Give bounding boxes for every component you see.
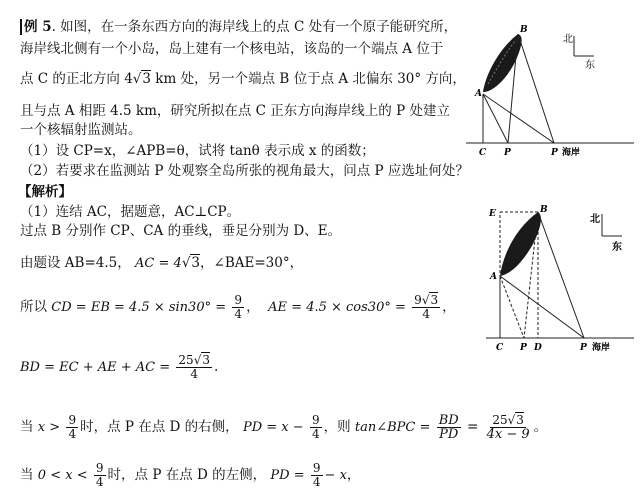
label-p1: P	[504, 148, 511, 158]
label-a: A	[475, 89, 482, 99]
fraction-9-4: $\frac{9}{4}$	[234, 293, 243, 321]
label-p2: P	[580, 343, 587, 353]
fraction-9sqrt3-4: $\frac{9√3}{4}$	[414, 293, 439, 321]
label-d: D	[534, 343, 542, 353]
solution-line-1: （1）连结 AC，据题意，AC⊥CP。	[20, 204, 241, 220]
east-label: 东	[585, 60, 595, 71]
north-label: 北	[590, 214, 600, 225]
problem-line-5: 一个核辐射监测站。	[20, 122, 142, 138]
figure-1	[466, 22, 636, 162]
label-p2: P	[551, 148, 558, 158]
label-c: C	[479, 148, 487, 158]
problem-label: 例 5	[20, 19, 52, 35]
label-a: A	[490, 272, 497, 282]
figure-2	[486, 202, 636, 358]
north-label: 北	[563, 34, 573, 45]
problem-line-2: 海岸线北侧有一个小岛，岛上建有一个核电站，该岛的一个端点 A 位于	[20, 41, 444, 57]
problem-line-3: 点 C 的正北方向 4√3 km 处，另一个端点 B 位于点 A 北偏东 30° 方向，	[20, 71, 466, 87]
label-b: B	[520, 25, 528, 35]
label-c: C	[496, 343, 504, 353]
question-2: （2）若要求在监测站 P 处观察全岛所张的视角最大，问点 P 应选址何处？	[20, 163, 469, 179]
label-p1: P	[520, 343, 527, 353]
solution-line-4: 所以 CD = EB = 4.5 × sin30° = $\frac{9}{4}$ ， AE = 4.5 × cos30° = $\frac{9√3}{4}$ ，	[20, 293, 456, 321]
solution-line-3: 由题设 AB=4.5， AC = 4√3，∠BAE=30°，	[20, 255, 304, 271]
label-e: E	[489, 209, 496, 219]
question-1: （1）设 CP=x，∠APB=θ，试将 tanθ 表示成 x 的函数；	[20, 143, 375, 159]
solution-line-2: 过点 B 分别作 CP、CA 的垂线，垂足分别为 D、E。	[20, 223, 342, 239]
solution-line-6: 当 x > $\frac{9}{4}$ 时，点 P 在点 D 的右侧， PD = x − $\frac{9}{4}$ ，则 tan∠BPC = $\frac{BD}{PD}$ = $\frac{25√3}{4x - 9}$ 。	[20, 413, 548, 442]
problem-line-1: 例 5. 如图，在一条东西方向的海岸线上的点 C 处有一个原子能研究所，	[20, 18, 457, 36]
east-label: 东	[612, 242, 622, 253]
solution-line-7: 当 0 < x < $\frac{9}{4}$ 时，点 P 在点 D 的左侧， PD = $\frac{9}{4}$ − x，	[20, 461, 361, 489]
segment-ap	[500, 276, 584, 338]
solution-header: 【解析】	[18, 184, 72, 200]
segment-ap1	[483, 94, 508, 143]
solution-line-5: BD = EC + AE + AC = $\frac{25√3}{4}$ .	[20, 353, 219, 381]
segment-bp	[538, 212, 584, 338]
segment-ap	[483, 94, 554, 143]
segment-bp	[518, 34, 554, 143]
label-b: B	[540, 205, 548, 215]
fraction-25sqrt3-4: $\frac{25√3}{4}$	[178, 353, 210, 381]
label-coast: 海岸	[592, 343, 611, 353]
problem-line-4: 且与点 A 相距 4.5 km，研究所拟在点 C 正东方向海岸线上的 P 处建立	[20, 103, 450, 119]
label-coast: 海岸	[562, 148, 581, 158]
